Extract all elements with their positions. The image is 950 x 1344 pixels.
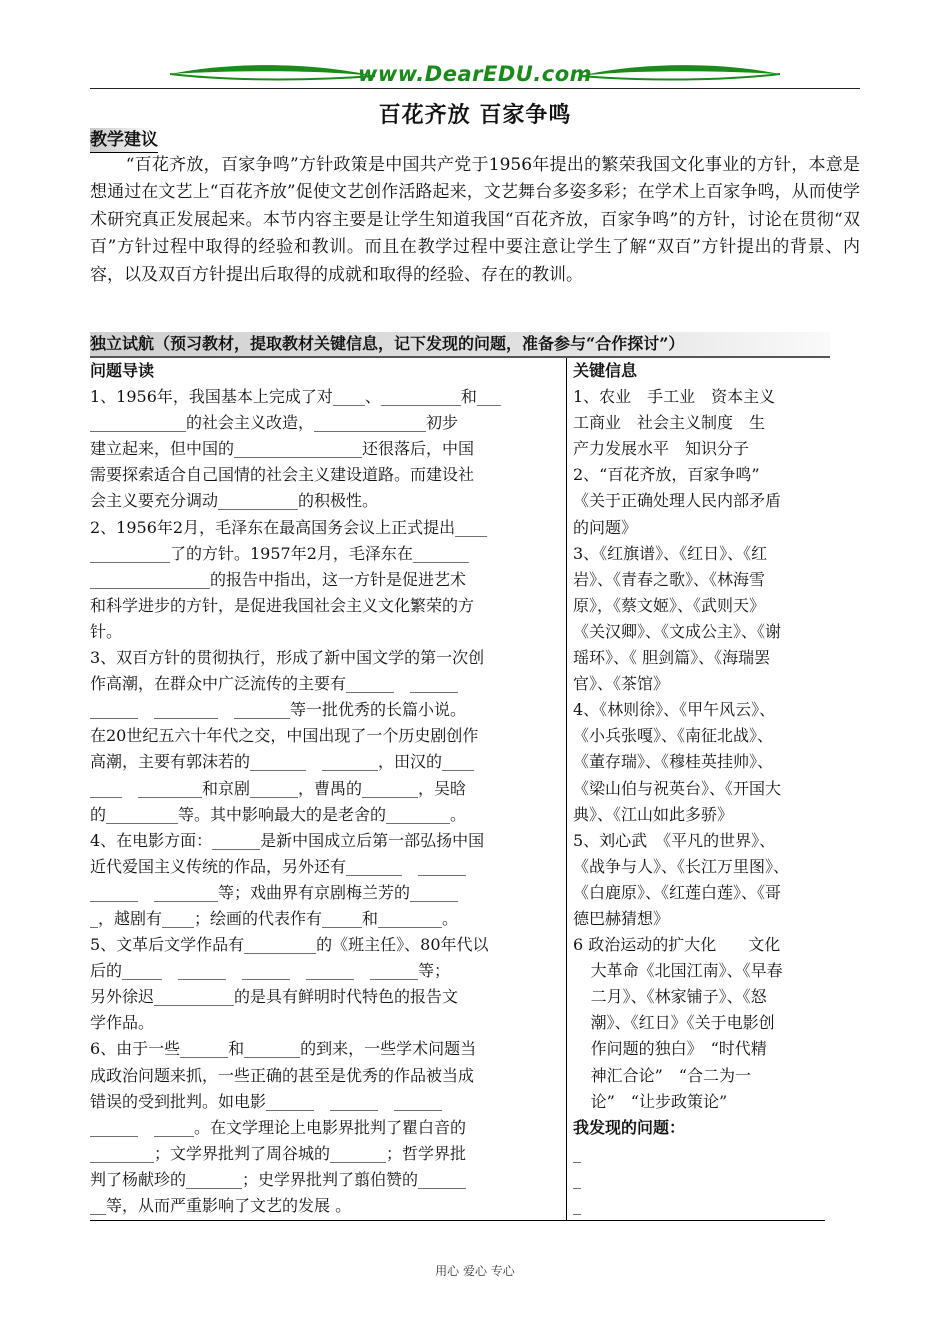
question-line: ________；文学界批判了周谷城的_______；哲学界批 [90, 1143, 467, 1163]
question-line: 2、1956年2月，毛泽东在最高国务会议上正式提出____ [90, 517, 488, 537]
question-line: ____ ________和京剧______，曹禺的_______，吴晗 [90, 778, 467, 798]
key-info-line: 《白鹿原》、《红莲白莲》、《哥 [573, 882, 782, 902]
question-line: 高潮，主要有郭沫若的_______ _______，田汉的____ [90, 752, 475, 772]
question-lines [90, 384, 558, 1219]
question-line: 针。 [90, 621, 123, 641]
column-divider [566, 358, 567, 1220]
key-info-line: 德巴赫猜想》 [573, 908, 670, 928]
problem-line: _ [573, 1169, 581, 1189]
question-line: 近代爱国主义传统的作品，另外还有_______ ______ [90, 856, 467, 876]
key-info-line: 《梁山伯与祝英台》、《开国大 [573, 778, 782, 798]
key-info-line: 原》，《蔡文姬》、《武则天》 [573, 595, 766, 615]
key-info-line: 作问题的独白》 “时代精 [590, 1039, 767, 1059]
question-line: 建立起来，但中国的________________还很落后，中国 [90, 439, 475, 459]
key-info-line: 瑶环》、《 胆剑篇》、《海瑞罢 [573, 648, 771, 668]
question-line: 成政治问题来抓，一些正确的甚至是优秀的作品被当成 [90, 1065, 475, 1085]
key-info-line: 工商业 社会主义制度 生 [573, 413, 766, 433]
section-heading-teaching-advice: 教学建议 [90, 128, 158, 153]
footer-slogan: 用心 爱心 专心 [435, 1264, 515, 1278]
key-info-line: 产力发展水平 知识分子 [573, 439, 750, 459]
question-guide-heading: 问题导读 [90, 361, 155, 380]
key-info-line: 大革命《北国江南》、《早春 [590, 961, 783, 981]
key-info-line: 4、《林则徐》、《甲午风云》、 [573, 700, 776, 720]
problem-line: _ [573, 1143, 581, 1163]
question-line: 在20世纪五六十年代之交，中国出现了一个历史剧创作 [90, 726, 479, 746]
question-line: 错误的受到批判。如电影______ ______ ______ [90, 1091, 443, 1111]
key-info-line: 《战争与人》、《长江万里图》、 [573, 856, 790, 876]
question-line: 和科学进步的方针，是促进我国社会主义文化繁荣的方 [90, 595, 475, 615]
key-info-column [573, 358, 823, 1219]
key-info-heading: 关键信息 [573, 361, 638, 380]
problem-line: _ [573, 1196, 581, 1215]
key-info-line: 2、“百花齐放，百家争鸣” [573, 465, 760, 485]
question-line: 6、由于一些______和_______的到来，一些学术问题当 [90, 1039, 477, 1059]
key-info-line: 二月》、《林家铺子》、《怒 [590, 987, 767, 1007]
page-title: 百花齐放 百家争鸣 [378, 102, 572, 128]
question-line: 的_________等。其中影响最大的是老舍的________。 [90, 804, 467, 824]
question-line: 作高潮，在群众中广泛流传的主要有______ ______ [90, 674, 459, 694]
key-info-line: 潮》、《红日》《关于电影创 [590, 1013, 775, 1033]
problem-lines [573, 1141, 823, 1219]
question-line: __等，从而严重影响了文艺的发展 。 [90, 1196, 352, 1215]
question-line: ______ ________ _______等一批优秀的长篇小说。 [90, 700, 467, 720]
question-line: 会主义要充分调动__________的积极性。 [90, 491, 379, 511]
teaching-advice-paragraph: “百花齐放，百家争鸣”方针政策是中国共产党于1956年提出的繁荣我国文化事业的方针，本意是想通过在文艺上“百花齐放”促使文艺创作活路起来，文艺舞台多姿多彩；在学术上百家争鸣，从而使学术研究真正发展起来。本节内容主要是让学生知道我国“百花齐放，百家争鸣”的方针，讨论在贯彻“双百”方针过程中取得的经验和教训。而且在教学过程中要注意让学生了解“双百”方针提出的背景、内容，以及双百方针提出后取得的成就和取得的经验、存在的教训。 [90, 155, 860, 285]
question-line: 需要探索适合自己国情的社会主义建设道路。而建设社 [90, 465, 475, 485]
header-divider [90, 88, 860, 89]
key-info-line: 岩》、《青春之歌》、《林海雪 [573, 569, 766, 589]
section-heading-self-study: 独立试航（预习教材，提取教材关键信息，记下发现的问题，准备参与“合作探讨”） [90, 332, 830, 358]
key-info-line: 5、刘心武 《平凡的世界》、 [573, 830, 776, 850]
key-info-line: 《小兵张嘎》、《南征北战》、 [573, 726, 774, 746]
question-line: _，越剧有____；绘画的代表作有_____和________。 [90, 908, 459, 928]
problems-heading: 我发现的问题： [573, 1117, 686, 1137]
question-line: 4、在电影方面：______是新中国成立后第一部弘扬中国 [90, 830, 485, 850]
question-line: 1、1956年，我国基本上完成了对____、__________和___ [90, 387, 501, 407]
key-info-line: 1、农业 手工业 资本主义 [573, 387, 776, 407]
question-line: _______________的报告中指出，这一方针是促进艺术 [90, 569, 467, 589]
question-line: 判了杨献珍的_______；史学界批判了翦伯赞的______ [90, 1169, 467, 1189]
key-info-lines [573, 384, 823, 1115]
key-info-line: 《董存瑞》、《穆桂英挂帅》、 [573, 752, 774, 772]
key-info-line: 典》、《江山如此多骄》 [573, 804, 734, 824]
bottom-divider [90, 1220, 825, 1221]
question-line: 5、文革后文学作品有_________的《班主任》、80年代以 [90, 935, 489, 955]
question-line: ____________的社会主义改造，______________初步 [90, 413, 459, 433]
key-info-line: 论” “让步政策论” [590, 1091, 728, 1111]
logo-text: www.DearEDU.com [357, 62, 593, 86]
header-logo [90, 56, 860, 92]
question-line: ______ _____。在文学理论上电影界批判了瞿白音的 [90, 1117, 467, 1137]
question-line: 学作品。 [90, 1013, 155, 1033]
key-info-line: 神汇合论” “合二为一 [590, 1065, 751, 1085]
question-line: __________了的方针。1957年2月，毛泽东在_______ [90, 543, 469, 563]
key-info-line: 的问题》 [573, 517, 638, 537]
key-info-line: 6 政治运动的扩大化 文化 [573, 935, 781, 955]
key-info-line: 3、《红旗谱》、《红日》、《红 [573, 543, 768, 563]
key-info-line: 官》、《茶馆》 [573, 674, 670, 694]
question-line: 后的_____ ______ ______ ______ ______等； [90, 961, 451, 981]
key-info-line: 《关汉卿》、《文成公主》、《谢 [573, 621, 782, 641]
question-guide-column [90, 358, 558, 1219]
question-line: ______ ________等；戏曲界有京剧梅兰芳的______ [90, 882, 459, 902]
question-line: 另外徐迟__________的是具有鲜明时代特色的报告文 [90, 987, 459, 1007]
question-line: 3、双百方针的贯彻执行，形成了新中国文学的第一次创 [90, 648, 485, 668]
key-info-line: 《关于正确处理人民内部矛盾 [573, 491, 782, 511]
